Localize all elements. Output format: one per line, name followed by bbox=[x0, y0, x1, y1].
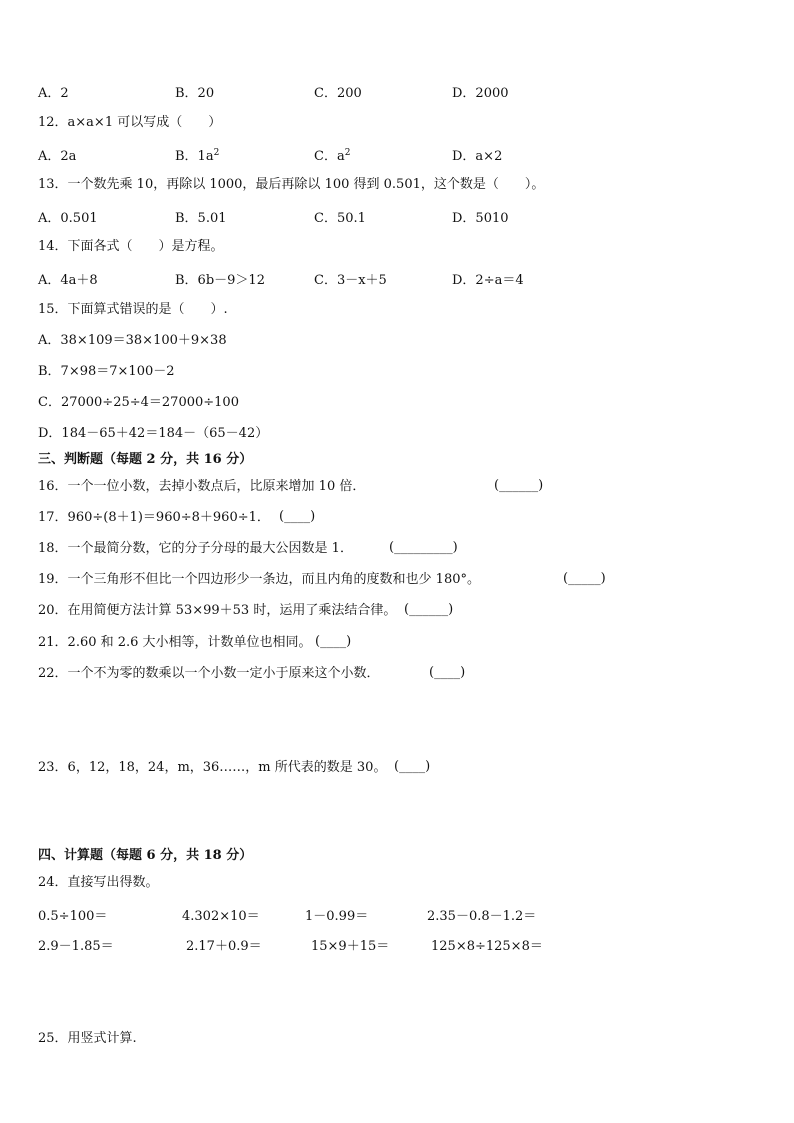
q15-option-c: C．27000÷25÷4＝27000÷100 bbox=[38, 395, 239, 410]
q21-answer-blank[interactable]: (____) bbox=[315, 634, 352, 649]
q24-item: 0.5÷100＝ bbox=[38, 909, 108, 924]
q24-item: 2.17＋0.9＝ bbox=[186, 939, 262, 954]
q24-item: 1－0.99＝ bbox=[305, 909, 369, 924]
q24-stem: 24．直接写出得数。 bbox=[38, 875, 159, 890]
q11-option-d: D．2000 bbox=[452, 86, 509, 101]
q13-option-d: D．5010 bbox=[452, 211, 509, 226]
q18-answer-blank[interactable]: (_________) bbox=[389, 540, 458, 555]
q19-statement: 19．一个三角形不但比一个四边形少一条边，而且内角的度数和也少 180°。 bbox=[38, 572, 480, 587]
q15-option-b: B．7×98＝7×100－2 bbox=[38, 364, 175, 379]
q23-answer-blank[interactable]: (____) bbox=[394, 759, 431, 774]
q24-item: 125×8÷125×8＝ bbox=[431, 939, 543, 954]
q12-option-c: C．$a^2$ bbox=[314, 148, 351, 164]
section-4-heading: 四、计算题（每题 6 分，共 18 分） bbox=[38, 848, 253, 863]
q23-statement: 23．6，12，18，24，m，36……，m 所代表的数是 30。 bbox=[38, 760, 387, 775]
q22-answer-blank[interactable]: (____) bbox=[429, 665, 466, 680]
q25-stem: 25．用竖式计算. bbox=[38, 1031, 137, 1046]
q12-exponent: 2 bbox=[344, 148, 351, 158]
q16-statement: 16．一个一位小数，去掉小数点后，比原来增加 10 倍． bbox=[38, 479, 366, 494]
q21-statement: 21．2.60 和 2.6 大小相等，计数单位也相同。 bbox=[38, 635, 312, 650]
q12-option-a: A．2a bbox=[38, 149, 77, 164]
q15-option-d: D．184－65＋42＝184－（65－42） bbox=[38, 426, 269, 441]
q17-statement: 17．960÷(8＋1)＝960÷8＋960÷1． bbox=[38, 510, 270, 525]
q15-stem: 15．下面算式错误的是（ ）. bbox=[38, 302, 228, 317]
q14-option-b: B．6b－9＞12 bbox=[175, 273, 265, 288]
q12-exponent: 2 bbox=[213, 148, 220, 158]
q22-statement: 22．一个不为零的数乘以一个小数一定小于原来这个小数． bbox=[38, 666, 380, 681]
q24-item: 15×9＋15＝ bbox=[311, 939, 390, 954]
q13-option-c: C．50.1 bbox=[314, 211, 366, 226]
q14-option-c: C．3－x＋5 bbox=[314, 273, 387, 288]
q12-option-d: D．a×2 bbox=[452, 149, 503, 164]
q24-item: 4.302×10＝ bbox=[182, 909, 260, 924]
q11-option-a: A．2 bbox=[38, 86, 69, 101]
q20-statement: 20．在用简便方法计算 53×99＋53 时，运用了乘法结合律。 bbox=[38, 603, 397, 618]
q24-item: 2.35－0.8－1.2＝ bbox=[427, 909, 537, 924]
q12-stem: 12．a×a×1 可以写成（ ） bbox=[38, 115, 222, 130]
q13-option-a: A．0.501 bbox=[38, 211, 98, 226]
q11-option-c: C．200 bbox=[314, 86, 362, 101]
q12-option-b: B．$1a^2$ bbox=[175, 148, 220, 164]
q16-answer-blank[interactable]: (______) bbox=[494, 478, 544, 493]
q15-option-a: A．38×109＝38×100＋9×38 bbox=[38, 333, 227, 348]
q11-option-b: B．20 bbox=[175, 86, 215, 101]
q13-option-b: B．5.01 bbox=[175, 211, 227, 226]
q19-answer-blank[interactable]: (_____) bbox=[563, 571, 606, 586]
q14-option-d: D．2÷a＝4 bbox=[452, 273, 524, 288]
q14-stem: 14．下面各式（ ）是方程。 bbox=[38, 239, 224, 254]
q24-item: 2.9－1.85＝ bbox=[38, 939, 114, 954]
section-3-heading: 三、判断题（每题 2 分，共 16 分） bbox=[38, 452, 253, 467]
q20-answer-blank[interactable]: (______) bbox=[404, 602, 454, 617]
q18-statement: 18．一个最简分数，它的分子分母的最大公因数是 1． bbox=[38, 541, 353, 556]
q13-stem: 13．一个数先乘 10，再除以 1000，最后再除以 100 得到 0.501，这个数是（ ）。 bbox=[38, 177, 545, 192]
q17-answer-blank[interactable]: (____) bbox=[279, 509, 316, 524]
q14-option-a: A．4a＋8 bbox=[38, 273, 98, 288]
